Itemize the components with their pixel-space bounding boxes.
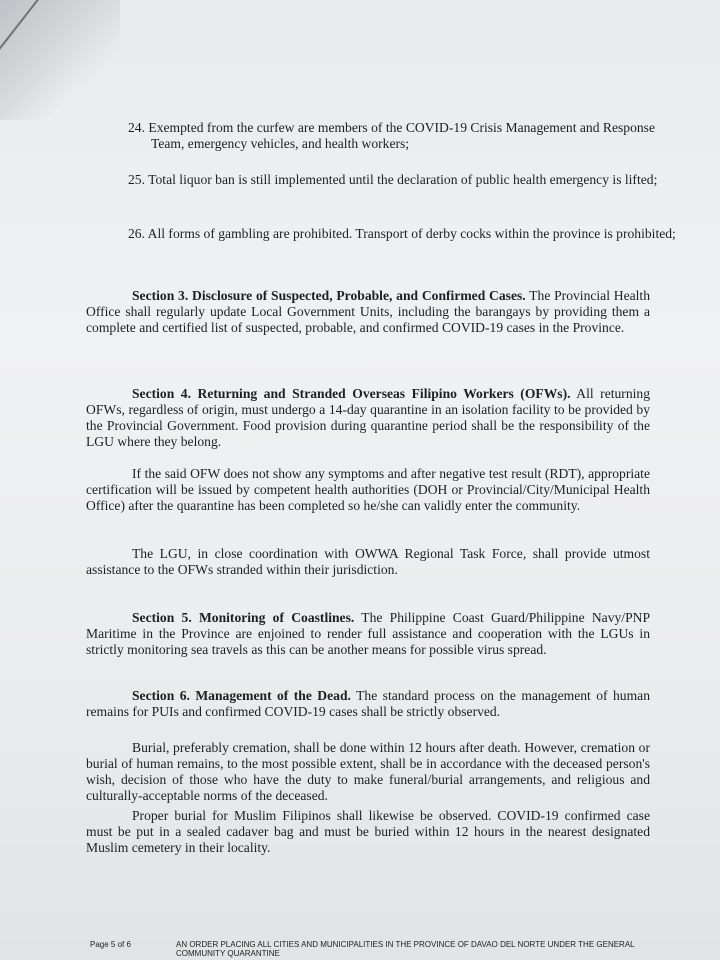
- section-4-heading: Section 4. Returning and Stranded Overseas Filipino Workers (OFWs).: [132, 386, 571, 401]
- section-4-paragraph-3: The LGU, in close coordination with OWWA Regional Task Force, shall provide utmost assistance to the OFWs stranded within their jurisdiction.: [86, 546, 650, 577]
- section-3-paragraph: Section 3. Disclosure of Suspected, Probable, and Confirmed Cases. The Provincial Health Office shall regularly update Local Government Units, including the barangays by providing them a complete and certified list of suspected, probable, and confirmed COVID-19 cases in the Province.: [86, 288, 650, 335]
- section-6-paragraph-3: Proper burial for Muslim Filipinos shall likewise be observed. COVID-19 confirmed case must be put in a sealed cadaver bag and must be buried within 12 hours in the nearest designated Muslim cemetery in their locality.: [86, 808, 650, 855]
- section-6-paragraph: Section 6. Management of the Dead. The standard process on the management of human remains for PUIs and confirmed COVID-19 cases shall be strictly observed.: [86, 688, 650, 719]
- footer-title: AN ORDER PLACING ALL CITIES AND MUNICIPALITIES IN THE PROVINCE OF DAVAO DEL NORTE UNDER THE GENERAL COMMUNITY QUARANTINE: [176, 940, 635, 958]
- fold-edge: [0, 0, 83, 62]
- section-5-heading: Section 5. Monitoring of Coastlines.: [132, 610, 355, 625]
- list-item-25: 25. Total liquor ban is still implemented until the declaration of public health emergency is lifted;: [128, 172, 658, 187]
- list-item-26: 26. All forms of gambling are prohibited. Transport of derby cocks within the province is prohibited;: [128, 226, 676, 241]
- section-6-heading: Section 6. Management of the Dead.: [132, 688, 351, 703]
- page-number: Page 5 of 6: [90, 940, 131, 949]
- section-5-paragraph: Section 5. Monitoring of Coastlines. The Philippine Coast Guard/Philippine Navy/PNP Maritime in the Province are enjoined to render full assistance and cooperation with the LGUs in strictly monitoring sea travels as this can be another means for possible virus spread.: [86, 610, 651, 657]
- section-3-heading: Section 3. Disclosure of Suspected, Probable, and Confirmed Cases.: [132, 288, 526, 303]
- section-4-paragraph: Section 4. Returning and Stranded Overseas Filipino Workers (OFWs). All returning OFWs, regardless of origin, must undergo a 14-day quarantine in an isolation facility to be provided by the Provincial Government. Food provision during quarantine period shall be the responsibility of the LGU where they belong.: [86, 386, 651, 449]
- section-6-paragraph-2: Burial, preferably cremation, shall be done within 12 hours after death. However, cremation or burial of human remains, to the most possible extent, shall be in accordance with the deceased person's wish, decision of those who have the duty to make funeral/burial arrangements, and religious and culturally-acceptable norms of the deceased.: [86, 740, 650, 803]
- list-item-24: 24. Exempted from the curfew are members of the COVID-19 Crisis Management and Response Team, emergency vehicles, and health workers;: [128, 120, 656, 151]
- folded-corner: [0, 0, 120, 120]
- section-4-paragraph-2: If the said OFW does not show any symptoms and after negative test result (RDT), appropriate certification will be issued by competent health authorities (DOH or Provincial/City/Municipal Health Office) after the quarantine has been completed so he/she can validly enter the community.: [86, 466, 650, 513]
